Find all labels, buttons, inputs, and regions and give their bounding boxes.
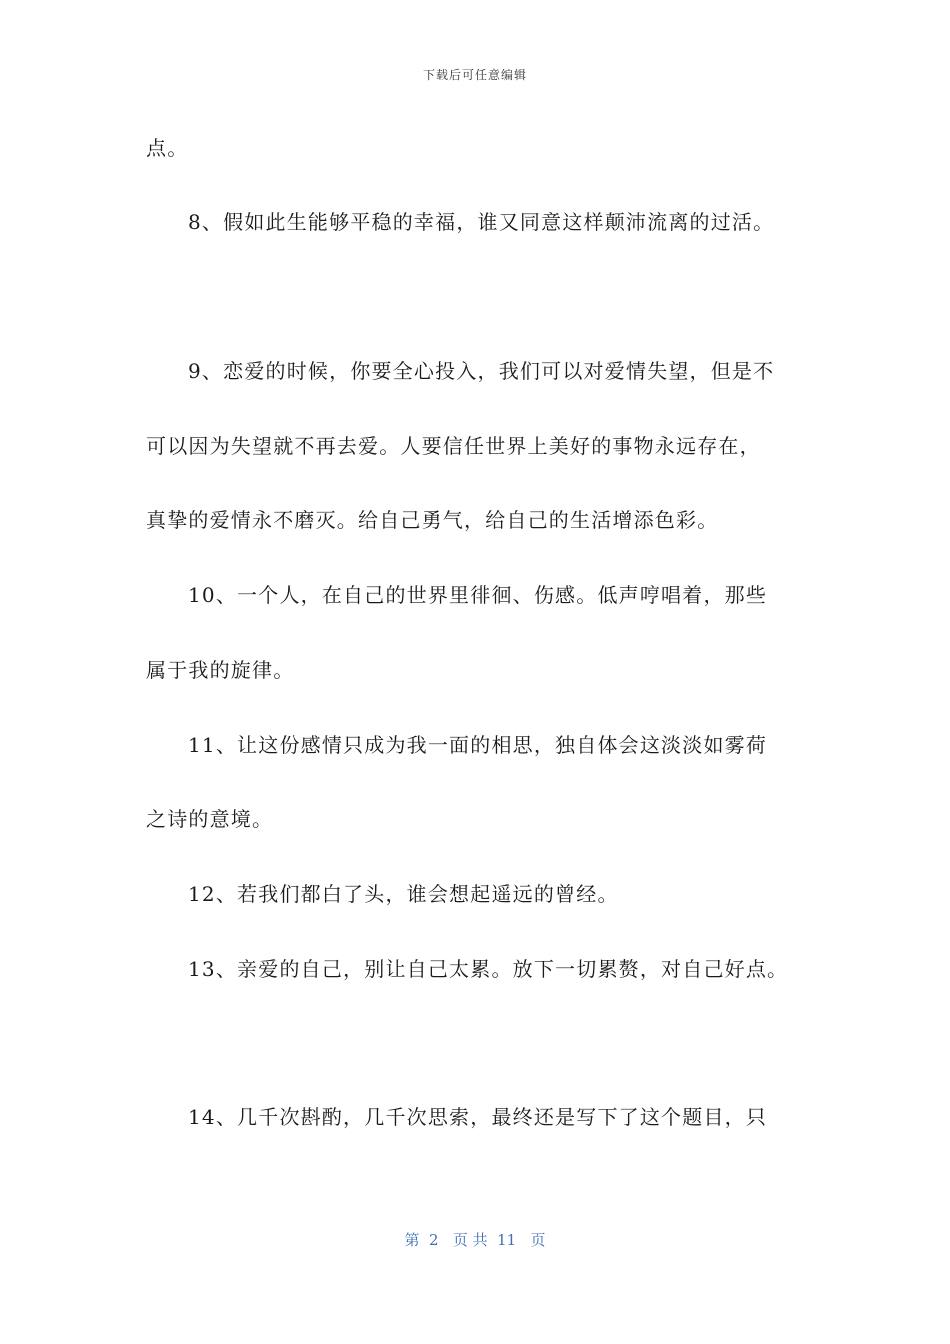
text-line-1: 点。 bbox=[146, 136, 189, 160]
text-line-5: 真挚的爱情永不磨灭。给自己勇气，给自己的生活增添色彩。 bbox=[146, 508, 719, 532]
text-line-9: 之诗的意境。 bbox=[146, 807, 274, 831]
text-line-7: 属于我的旋律。 bbox=[146, 658, 295, 682]
page-header-note: 下载后可任意编辑 bbox=[422, 68, 527, 82]
text-line-8: 11、让这份感情只成为我一面的相思，独自体会这淡淡如雾荷 bbox=[188, 733, 768, 757]
text-line-6: 10、一个人，在自己的世界里徘徊、伤感。低声哼唱着，那些 bbox=[188, 583, 768, 607]
text-line-11: 13、亲爱的自己，别让自己太累。放下一切累赘，对自己好点。 bbox=[188, 957, 789, 981]
text-line-2: 8、假如此生能够平稳的幸福，谁又同意这样颠沛流离的过活。 bbox=[188, 210, 775, 234]
text-line-10: 12、若我们都白了头，谁会想起遥远的曾经。 bbox=[188, 882, 619, 906]
text-line-3: 9、恋爱的时候，你要全心投入，我们可以对爱情失望，但是不 bbox=[188, 359, 775, 383]
page-number-footer: 第 2 页 共 11 页 bbox=[404, 1231, 546, 1249]
text-line-12: 14、几千次斟酌，几千次思索，最终还是写下了这个题目，只 bbox=[188, 1105, 768, 1129]
text-line-4: 可以因为失望就不再去爱。人要信任世界上美好的事物永远存在， bbox=[146, 434, 761, 458]
